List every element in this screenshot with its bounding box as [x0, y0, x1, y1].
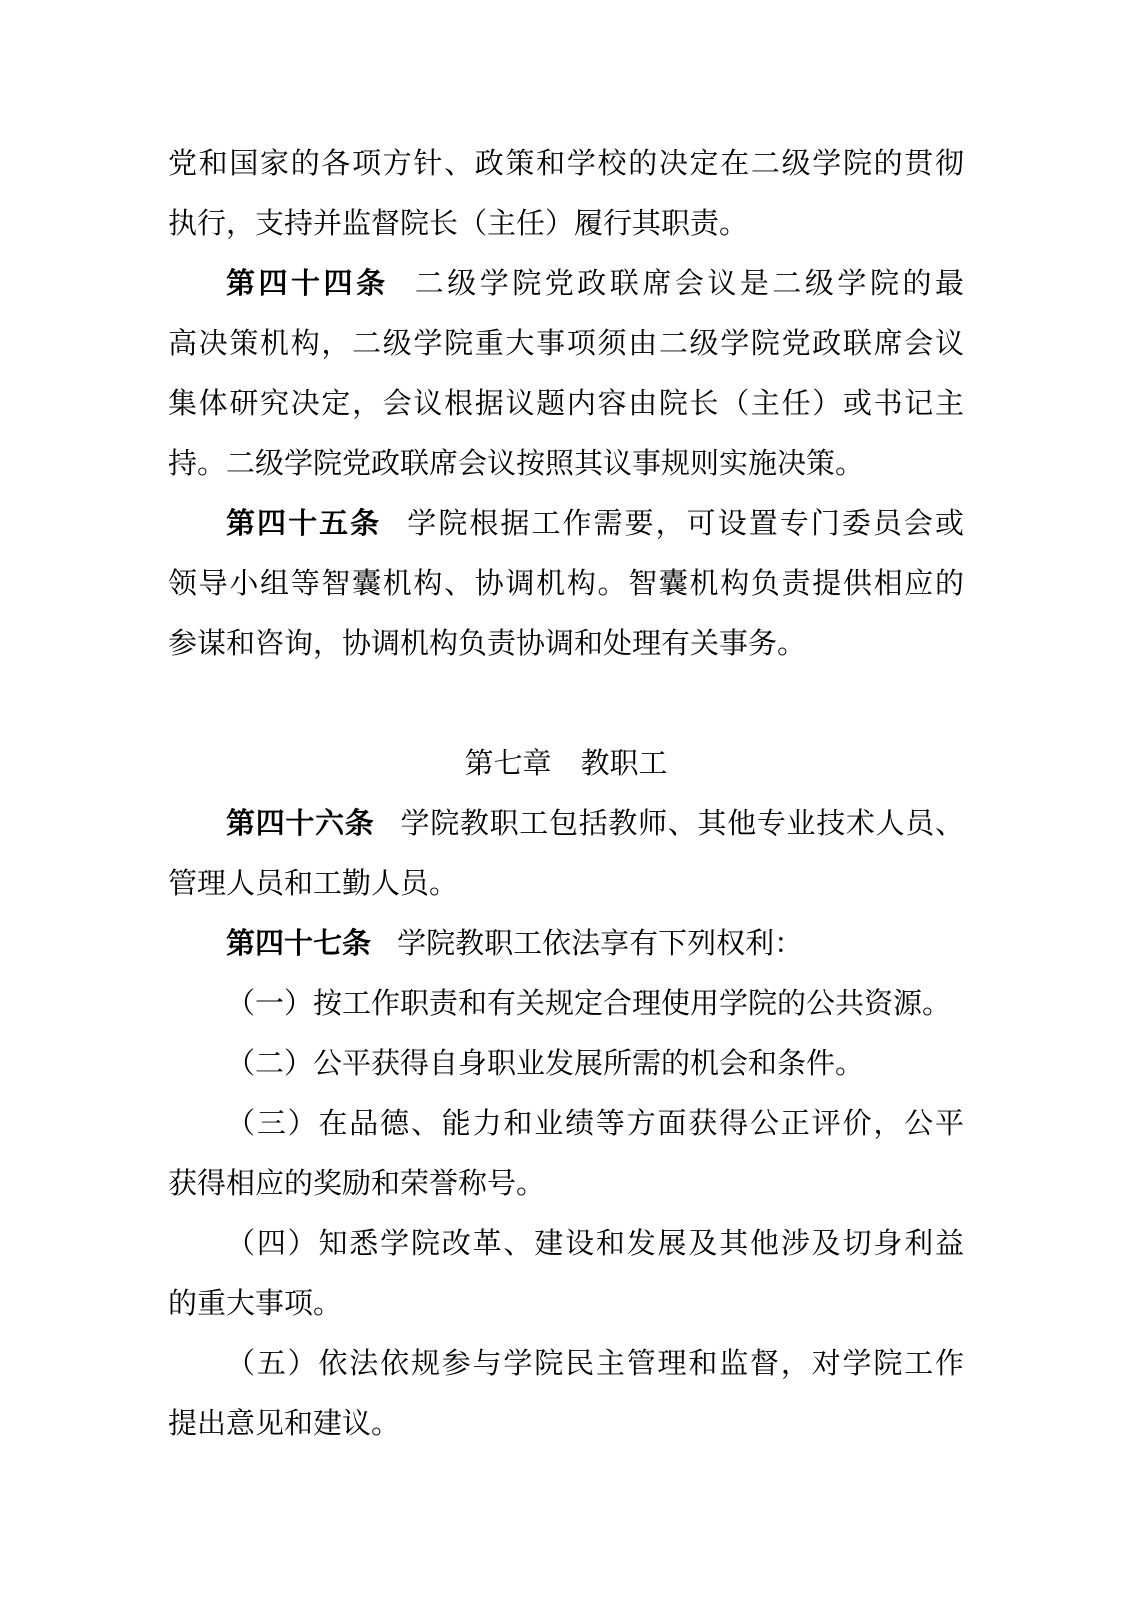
text-line — [168, 494, 964, 554]
line-text: 集体研究决定，会议根据议题内容由院长（主任）或书记主 — [168, 388, 964, 420]
text-line — [168, 374, 964, 434]
line-text: （二）公平获得自身职业发展所需的机会和条件。 — [226, 1048, 865, 1080]
text-line — [168, 794, 964, 854]
line-text: 第七章 教职工 — [464, 748, 668, 780]
paragraph — [168, 254, 964, 494]
line-text: 的重大事项。 — [168, 1288, 343, 1320]
text-line — [168, 1394, 964, 1454]
line-text: （四）知悉学院改革、建设和发展及其他涉及切身利益 — [226, 1228, 964, 1260]
line-text: 提出意见和建议。 — [168, 1408, 401, 1440]
text-line — [168, 254, 964, 314]
line-text: 获得相应的奖励和荣誉称号。 — [168, 1168, 546, 1200]
paragraph — [168, 494, 964, 674]
paragraph — [168, 794, 964, 914]
line-text: （五）依法依规参与学院民主管理和监督，对学院工作 — [226, 1348, 964, 1380]
list-item-paragraph — [168, 1214, 964, 1334]
line-text: 参谋和咨询，协调机构负责协调和处理有关事务。 — [168, 628, 807, 660]
chapter-heading — [168, 734, 964, 794]
text-line — [168, 914, 964, 974]
line-text: 领导小组等智囊机构、协调机构。智囊机构负责提供相应的 — [168, 568, 964, 600]
text-line — [168, 974, 964, 1034]
paragraph — [168, 914, 964, 974]
text-line — [168, 1094, 964, 1154]
list-item-paragraph — [168, 1334, 964, 1454]
text-line — [168, 194, 964, 254]
line-text: （三）在品德、能力和业绩等方面获得公正评价，公平 — [226, 1108, 964, 1140]
text-line — [168, 134, 964, 194]
line-text: 持。二级学院党政联席会议按照其议事规则实施决策。 — [168, 448, 865, 480]
text-line — [168, 1154, 964, 1214]
line-text: 学院教职工包括教师、其他专业技术人员、 — [400, 808, 964, 840]
text-line — [168, 1334, 964, 1394]
text-line — [168, 1274, 964, 1334]
line-text: （一）按工作职责和有关规定合理使用学院的公共资源。 — [226, 988, 952, 1020]
line-text: 党和国家的各项方针、政策和学校的决定在二级学院的贯彻 — [168, 148, 964, 180]
text-line — [168, 434, 964, 494]
article-number-label: 第四十七条 — [226, 928, 372, 960]
article-number-label: 第四十六条 — [226, 808, 375, 840]
line-text: 学院根据工作需要，可设置专门委员会或 — [407, 508, 964, 540]
article-number-label: 第四十五条 — [226, 508, 382, 540]
line-text: 执行，支持并监督院长（主任）履行其职责。 — [168, 208, 749, 240]
text-line — [168, 554, 964, 614]
list-item-paragraph — [168, 974, 964, 1034]
chapter-heading-line — [168, 734, 964, 794]
line-text: 高决策机构，二级学院重大事项须由二级学院党政联席会议 — [168, 328, 964, 360]
line-text: 二级学院党政联席会议是二级学院的最 — [414, 268, 964, 300]
text-line — [168, 1214, 964, 1274]
text-line — [168, 1034, 964, 1094]
paragraph — [168, 134, 964, 254]
article-number-label: 第四十四条 — [226, 268, 389, 300]
blank-line — [168, 674, 964, 734]
line-text: 学院教职工依法享有下列权利： — [397, 928, 804, 960]
text-line — [168, 614, 964, 674]
text-line — [168, 854, 964, 914]
list-item-paragraph — [168, 1034, 964, 1094]
line-text: 管理人员和工勤人员。 — [168, 868, 459, 900]
document-body — [168, 134, 964, 1454]
text-line — [168, 314, 964, 374]
list-item-paragraph — [168, 1094, 964, 1214]
